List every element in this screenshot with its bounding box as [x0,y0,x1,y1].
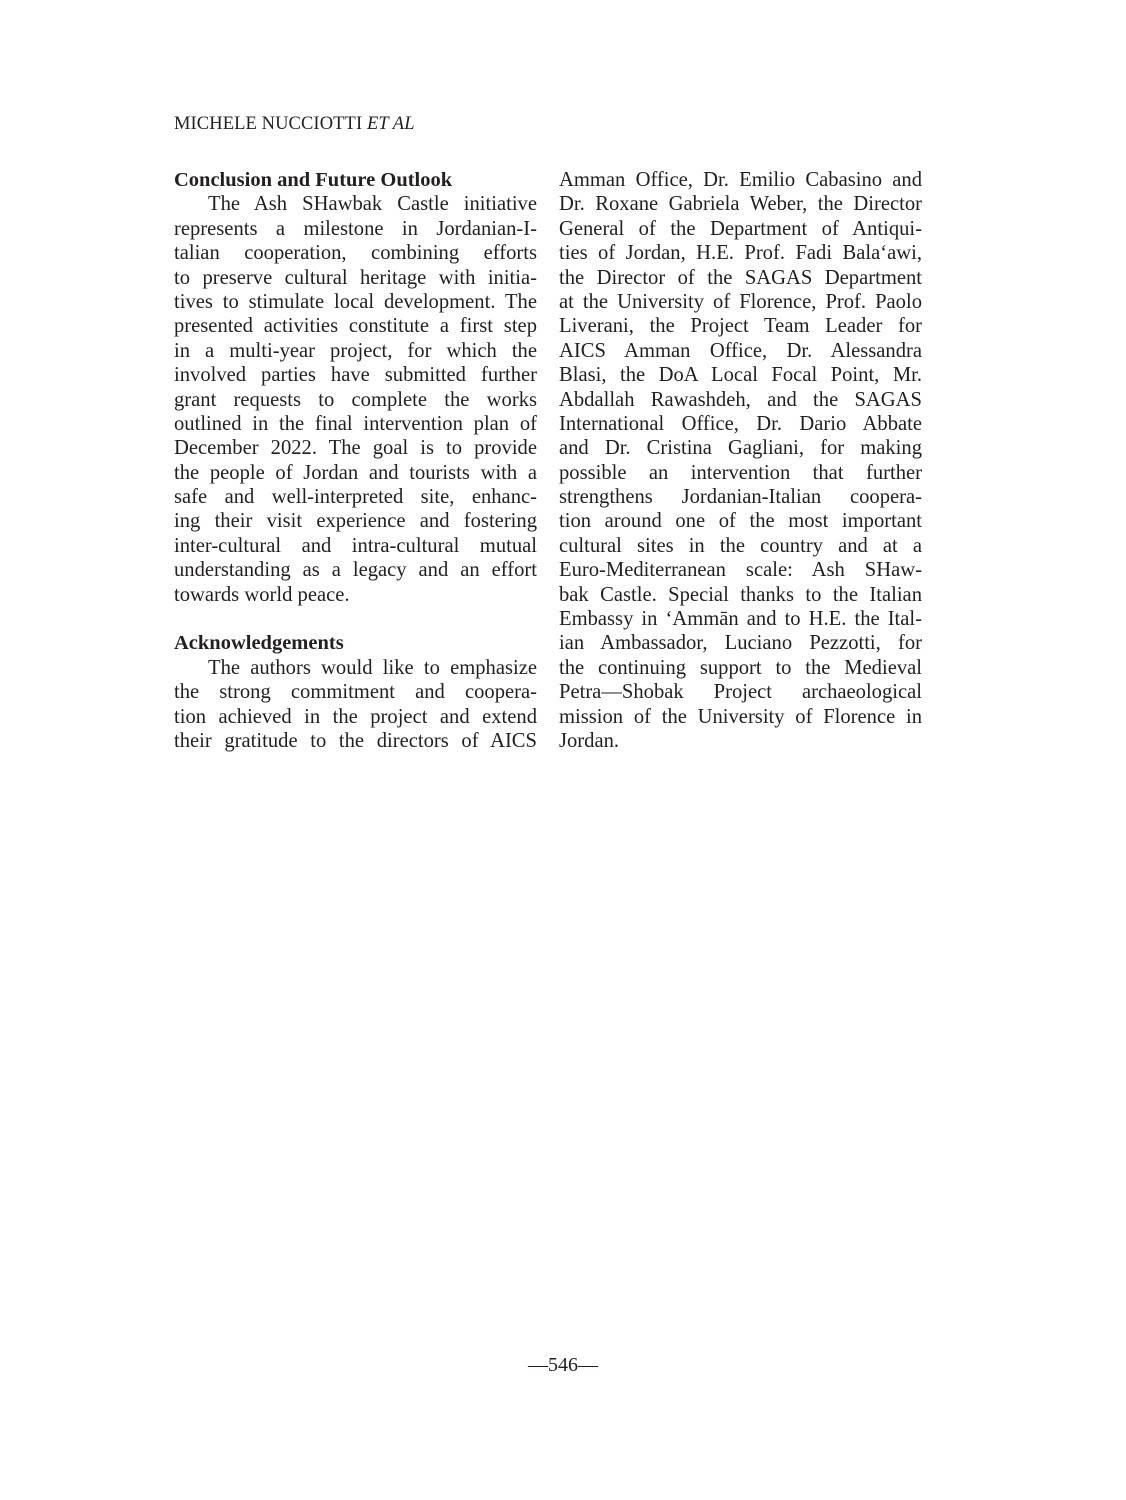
section-heading-conclusion: Conclusion and Future Outlook [174,169,453,191]
page-number: —546— [528,1354,598,1376]
text-line: to preserve cultural heritage with initia- [174,266,537,289]
text-line: tives to stimulate local development. The [174,290,537,313]
text-line: Amman Office, Dr. Emilio Cabasino and [559,169,922,191]
text-line: involved parties have submitted further [174,364,537,387]
text-line: ian Ambassador, Luciano Pezzotti, for [559,632,922,655]
column-left [174,168,537,753]
paragraph-acknowledgements-continued [559,168,922,753]
text-line: AICS Amman Office, Dr. Alessandra [559,339,922,362]
text-line: tion around one of the most important [559,510,922,533]
text-line: talian cooperation, combining efforts [174,242,537,265]
text-line: Euro-Mediterranean scale: Ash SHaw- [559,559,922,582]
section-heading-acknowledgements: Acknowledgements [174,632,344,655]
text-line: in a multi-year project, for which the [174,339,537,362]
text-line: The authors would like to emphasize [208,656,537,679]
text-line: the people of Jordan and tourists with a [174,461,537,484]
text-line: December 2022. The goal is to provide [174,437,537,460]
text-line: Liverani, the Project Team Leader for [559,315,922,338]
text-line: represents a milestone in Jordanian-I- [174,217,537,240]
text-line: ing their visit experience and fostering [174,510,537,533]
text-line: Dr. Roxane Gabriela Weber, the Director [559,193,922,216]
text-line: towards world peace. [174,583,350,606]
running-head [174,114,415,135]
text-line: International Office, Dr. Dario Abbate [559,412,922,435]
text-line: understanding as a legacy and an effort [174,559,537,582]
text-line: bak Castle. Special thanks to the Italian [559,583,922,606]
text-line: tion achieved in the project and extend [174,705,537,728]
text-line: Petra—Shobak Project archaeological [559,681,922,704]
text-line: cultural sites in the country and at a [559,534,922,557]
text-line: General of the Department of Antiqui- [559,217,922,240]
text-line: The Ash SHawbak Castle initiative [208,193,537,216]
text-line: possible an intervention that further [559,461,922,484]
text-line: ties of Jordan, H.E. Prof. Fadi Bala‘awi, [559,242,922,265]
paragraph-acknowledgements-start [174,656,537,754]
text-line: outlined in the final intervention plan of [174,412,537,435]
text-line: Blasi, the DoA Local Focal Point, Mr. [559,364,922,387]
text-line: grant requests to complete the works [174,388,537,411]
text-line: Embassy in ‘Ammān and to H.E. the Ital- [559,608,922,631]
text-line: the continuing support to the Medieval [559,656,922,679]
text-line: and Dr. Cristina Gagliani, for making [559,437,922,460]
text-line: safe and well-interpreted site, enhanc- [174,486,537,509]
text-line: strengthens Jordanian-Italian coopera- [559,486,922,509]
text-line: their gratitude to the directors of AICS [174,729,537,752]
text-line: Abdallah Rawashdeh, and the SAGAS [559,388,922,411]
column-right [559,168,922,753]
section-spacer [174,607,537,631]
running-head-author: MICHELE NUCCIOTTI [174,114,367,134]
text-line: the Director of the SAGAS Department [559,266,922,289]
running-head-et-al: ET AL [366,114,415,134]
text-line: mission of the University of Florence in [559,705,922,728]
text-line: presented activities constitute a first step [174,315,537,338]
text-line: Jordan. [559,729,620,752]
text-line: the strong commitment and coopera- [174,681,537,704]
text-line: at the University of Florence, Prof. Paolo [559,290,922,313]
text-line: inter-cultural and intra-cultural mutual [174,534,537,557]
paragraph-conclusion [174,192,537,607]
